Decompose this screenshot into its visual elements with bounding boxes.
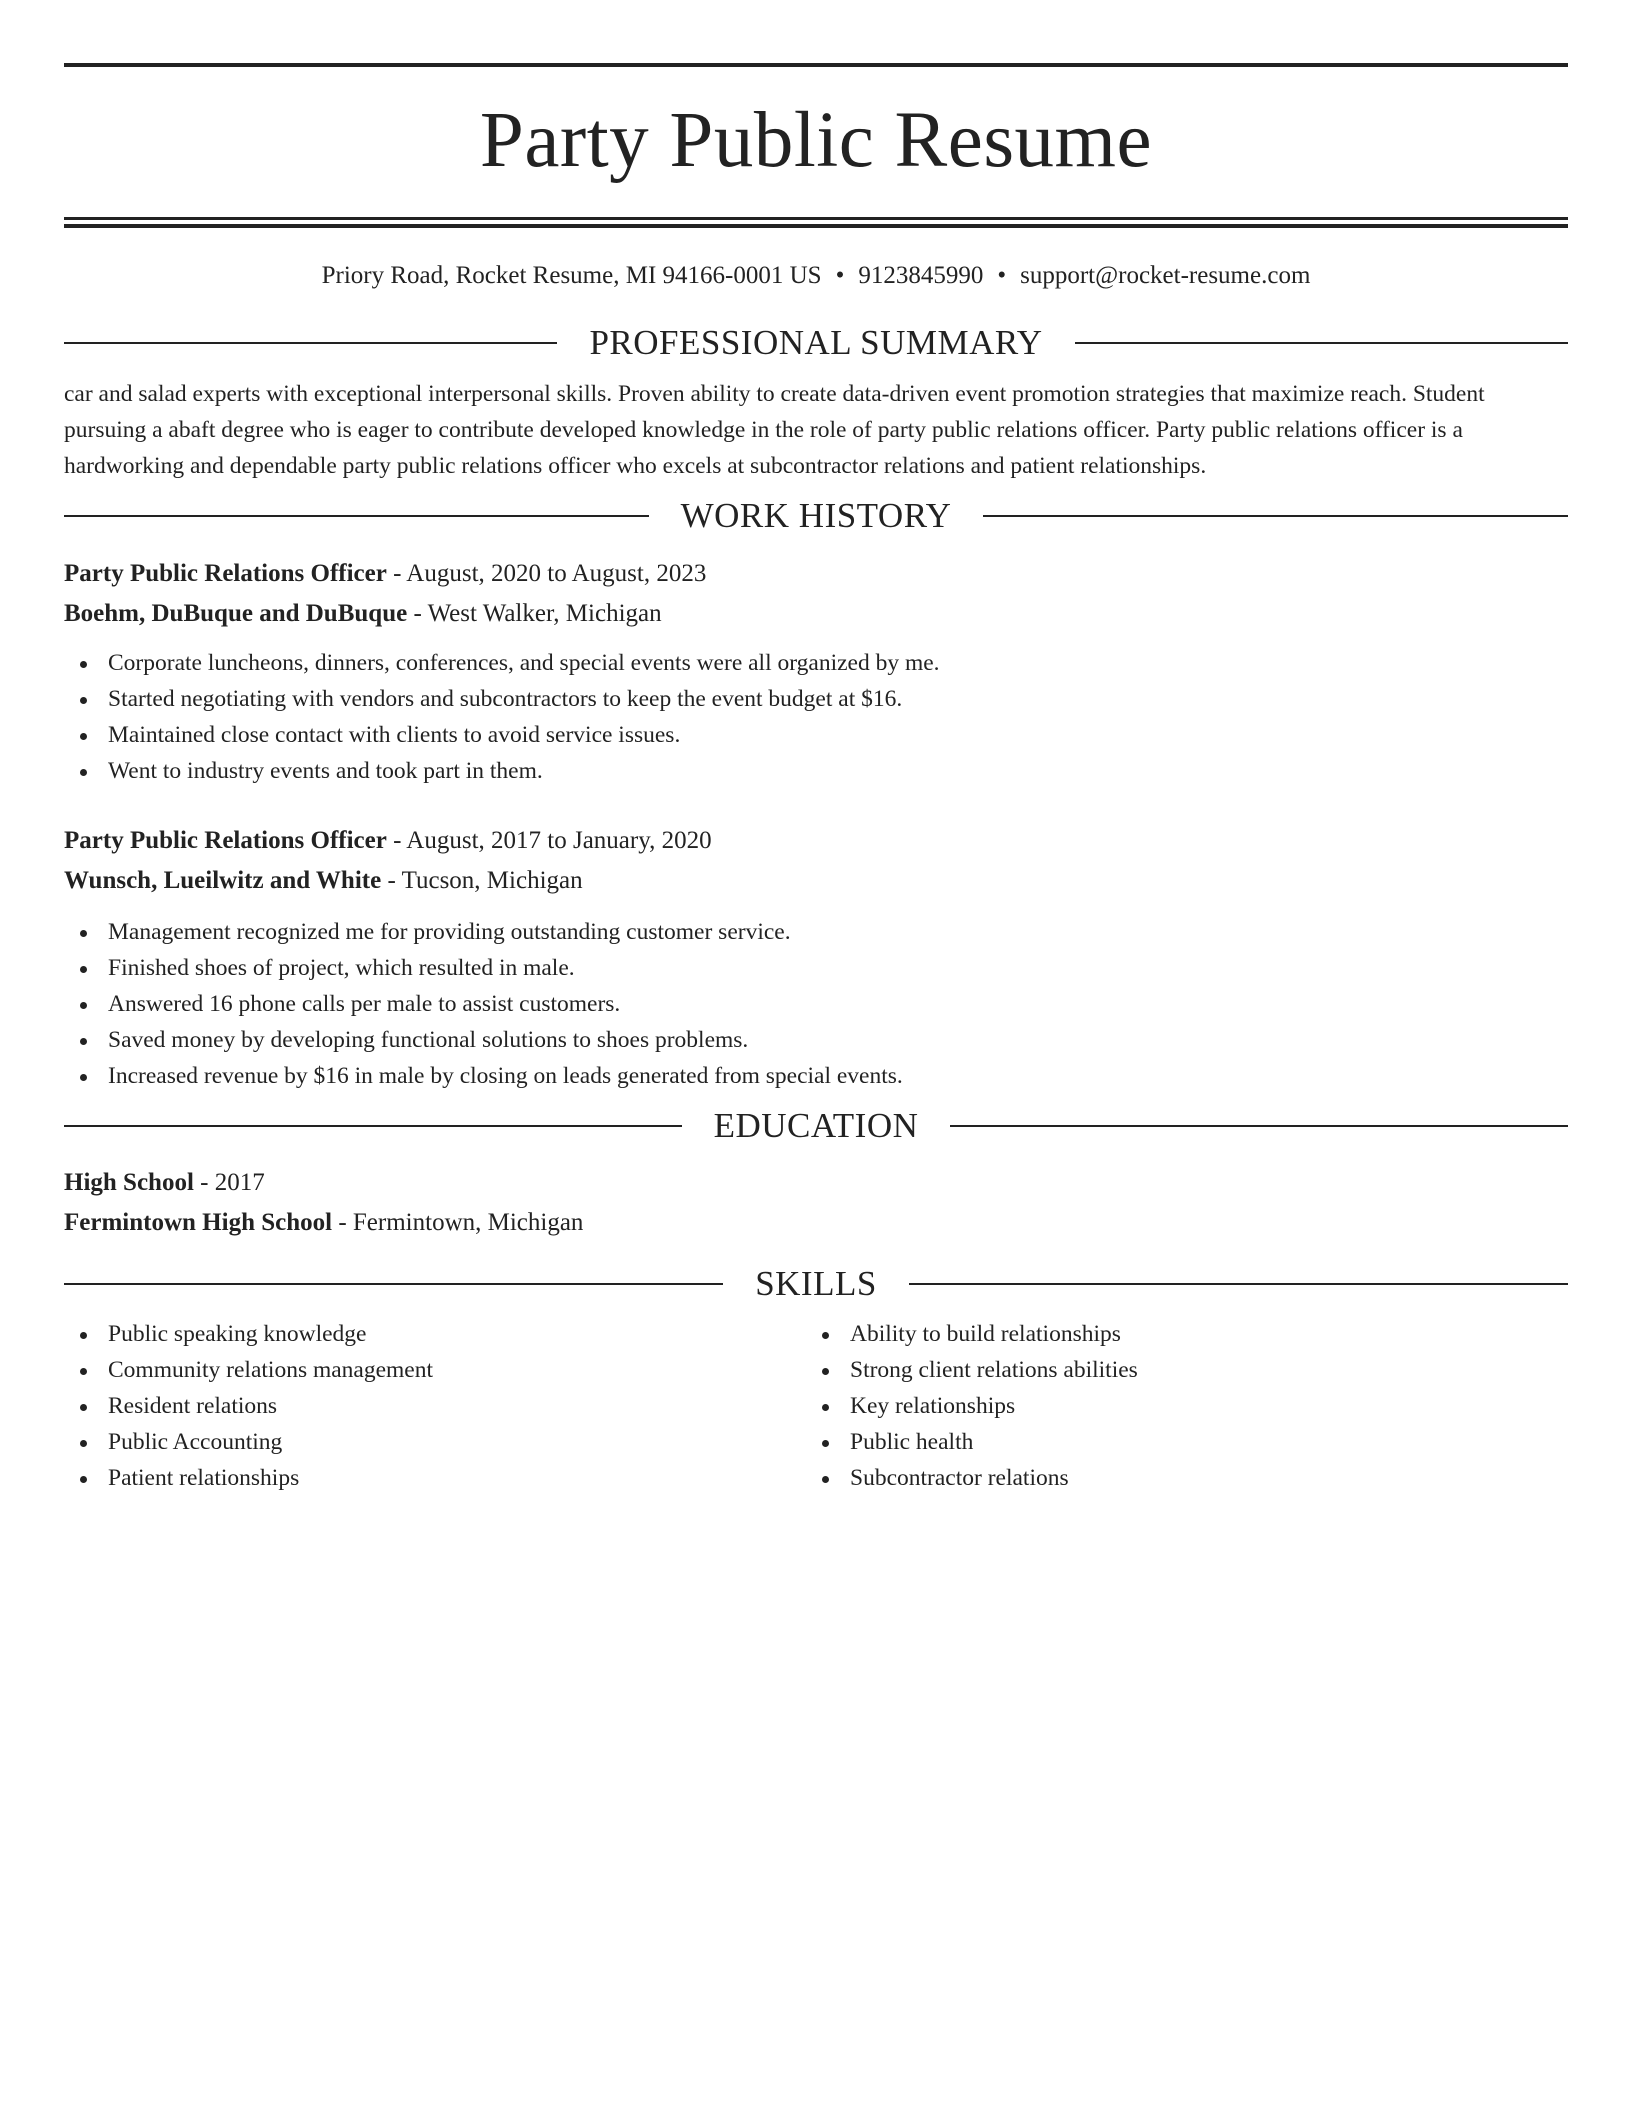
job-company-line	[64, 861, 1568, 901]
summary-section-heading	[64, 323, 1568, 363]
work-section-heading	[64, 496, 1568, 536]
list-item: Subcontractor relations	[806, 1460, 1548, 1496]
job-title: Party Public Relations Officer	[64, 827, 387, 854]
education-section-heading	[64, 1106, 1568, 1146]
list-item: Public Accounting	[64, 1424, 806, 1460]
list-item: Went to industry events and took part in them.	[64, 753, 1568, 789]
section-title: SKILLS	[755, 1264, 877, 1303]
job-bullets	[64, 914, 1568, 1094]
contact-line	[64, 261, 1568, 291]
list-item: Saved money by developing functional solutions to shoes problems.	[64, 1022, 1568, 1058]
list-item: Answered 16 phone calls per male to assist customers.	[64, 986, 1568, 1022]
skills-section-heading	[64, 1264, 1568, 1304]
contact-separator: •	[835, 262, 845, 289]
skills-column-right	[806, 1316, 1548, 1496]
list-item: Resident relations	[64, 1388, 806, 1424]
resume-name: Party Public Resume	[479, 97, 1153, 184]
list-item: Maintained close contact with clients to avoid service issues.	[64, 717, 1568, 753]
divider-line	[983, 515, 1568, 517]
list-item: Started negotiating with vendors and subcontractors to keep the event budget at $16.	[64, 681, 1568, 717]
job-location: - West Walker, Michigan	[407, 600, 662, 627]
summary-text: car and salad experts with exceptional interpersonal skills. Proven ability to create data-driven event promotion strategies that maximize reach. Student pursuing a abaft degree who is eager to contribute developed knowledge in the role of party public relations officer. Party public relations officer is a hardworking and dependable party public relations officer who excels at subcontractor relations and patient relationships.	[64, 381, 1485, 479]
list-item: Public speaking knowledge	[64, 1316, 806, 1352]
contact-phone: 9123845990	[858, 262, 984, 289]
header-top-rule	[64, 63, 1568, 67]
list-item: Key relationships	[806, 1388, 1548, 1424]
education-year: - 2017	[193, 1169, 265, 1196]
list-item: Public health	[806, 1424, 1548, 1460]
job-title-line	[64, 821, 1568, 861]
list-item: Patient relationships	[64, 1460, 806, 1496]
list-item: Community relations management	[64, 1352, 806, 1388]
list-item: Ability to build relationships	[806, 1316, 1548, 1352]
divider-line	[64, 342, 557, 344]
skills-column-left	[64, 1316, 806, 1496]
job-bullets	[64, 645, 1568, 789]
header-double-rule	[64, 217, 1568, 228]
divider-line	[64, 1283, 723, 1285]
list-item: Increased revenue by $16 in male by closing on leads generated from special events.	[64, 1058, 1568, 1094]
list-item: Management recognized me for providing outstanding customer service.	[64, 914, 1568, 950]
divider-line	[950, 1125, 1568, 1127]
contact-email: support@rocket-resume.com	[1020, 262, 1311, 289]
job-company: Boehm, DuBuque and DuBuque	[64, 600, 408, 627]
job-entry	[64, 821, 1568, 1094]
job-dates: - August, 2017 to January, 2020	[386, 827, 712, 854]
education-school-line	[64, 1203, 1568, 1243]
divider-line	[64, 1125, 682, 1127]
divider-line	[909, 1283, 1568, 1285]
list-item: Strong client relations abilities	[806, 1352, 1548, 1388]
resume-page	[64, 0, 1568, 1496]
education-degree-line	[64, 1163, 1568, 1203]
education-entry	[64, 1163, 1568, 1243]
job-company-line	[64, 594, 1568, 634]
skills-grid	[64, 1316, 1568, 1496]
job-company: Wunsch, Lueilwitz and White	[64, 867, 382, 894]
contact-separator: •	[997, 262, 1007, 289]
list-item: Corporate luncheons, dinners, conferences, and special events were all organized by me.	[64, 645, 1568, 681]
job-dates: - August, 2020 to August, 2023	[386, 560, 707, 587]
education-degree: High School	[64, 1169, 194, 1196]
job-entry	[64, 554, 1568, 789]
job-title-line	[64, 554, 1568, 594]
education-school: Fermintown High School	[64, 1209, 333, 1236]
job-location: - Tucson, Michigan	[381, 867, 583, 894]
contact-address: Priory Road, Rocket Resume, MI 94166-0001 US	[321, 262, 822, 289]
divider-line	[1075, 342, 1568, 344]
section-title: WORK HISTORY	[680, 496, 952, 535]
list-item: Finished shoes of project, which resulted in male.	[64, 950, 1568, 986]
education-location: - Fermintown, Michigan	[332, 1209, 584, 1236]
divider-line	[64, 515, 649, 517]
section-title: PROFESSIONAL SUMMARY	[589, 323, 1043, 362]
section-title: EDUCATION	[713, 1106, 919, 1145]
job-title: Party Public Relations Officer	[64, 560, 387, 587]
